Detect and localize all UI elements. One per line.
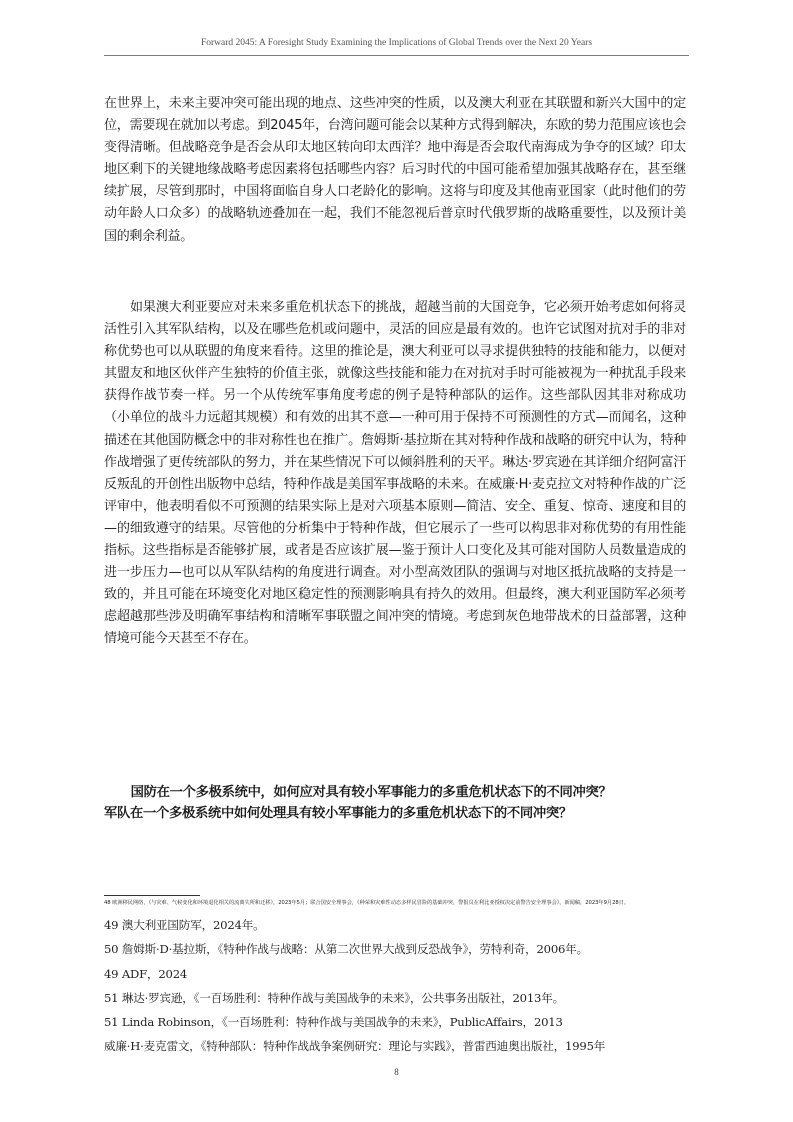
research-questions (104, 783, 689, 824)
footnote-item: 51 琳达·罗宾逊，《一百场胜利：特种作战与美国战争的未来》，公共事务出版社，2013年。 (104, 990, 565, 1005)
footnote-item: 威廉·H·麦克雷文，《特种部队：特种作战战争案例研究：理论与实践》，普雷西迪奥出版社，1995年 (104, 1039, 606, 1054)
body-paragraph-1: 在世界上，未来主要冲突可能出现的地点、这些冲突的性质，以及澳大利亚在其联盟和新兴大国中的定位，需要现在就加以考虑。到2045年，台湾问题可能会以某种方式得到解决，东欧的势力范围应该也会变得清晰。但战略竞争是否会从印太地区转向印太西洋？地中海是否会取代南海成为争夺的区域？印太地区剩下的关键地缘战略考虑因素将包括哪些内容？后习时代的中国可能希望加强其战略存在，甚至继续扩展，尽管到那时，中国将面临自身人口老龄化的影响。这将与印度及其他南亚国家（此时他们的劳动年龄人口众多）的战略轨迹叠加在一起，我们不能忽视后普京时代俄罗斯的战略重要性，以及预计美国的剩余利益。 (104, 96, 686, 244)
question-1: 国防在一个多极系统中，如何应对具有较小军事能力的多重危机状态下的不同冲突？ (130, 785, 612, 800)
footnote-item: 49 ADF，2024 (104, 966, 188, 981)
body-paragraph-2: 如果澳大利亚要应对未来多重危机状态下的挑战，超越当前的大国竞争，它必须开始考虑如何将灵活性引入其军队结构，以及在哪些危机或问题中，灵活的回应是最有效的。也许它试图对抗对手的非对称优势也可以从联盟的角度来看待。这里的推论是，澳大利亚可以寻求提供独特的技能和能力，以便对其盟友和地区伙伴产生独特的价值主张，就像这些技能和能力在对抗对手时可能被视为一种扰乱手段来获得作战节奏一样。另一个从传统军事角度考虑的例子是特种部队的运作。这些部队因其非对称成功（小单位的战斗力远超其规模）和有效的出其不意—一种可用于保持不可预测性的方式—而闻名，这种描述在其他国防概念中的非对称性也在推广。詹姆斯·基拉斯在其对特种作战和战略的研究中认为，特种作战增强了更传统部队的努力，并在某些情况下可以倾斜胜利的天平。琳达·罗宾逊在其详细介绍阿富汗反叛乱的开创性出版物中总结，特种作战是美国军事战略的未来。在威廉·H·麦克拉文对特种作战的广泛评审中，他表明看似不可预测的结果实际上是对六项基本原则—简洁、安全、重复、惊奇、速度和目的—的细致遵守的结果。尽管他的分析集中于特种作战，但它展示了一些可以构思非对称优势的有用性能指标。这些指标是否能够扩展，或者是否应该扩展—鉴于预计人口变化及其可能对国防人员数量造成的进一步压力—也可以从军队结构的角度进行调查。对小型高效团队的强调与对地区抵抗战略的支持是一致的，并且可能在环境变化对地区稳定性的预测影响具有持久的效用。但最终，澳大利亚国防军必须考虑超越那些涉及明确军事结构和清晰军事联盟之间冲突的情境。考虑到灰色地带战术的日益部署，这种情境可能今天甚至不存在。 (104, 300, 686, 647)
footnote-48: 48 欧洲移民网络，《与灾难、气候变化和环境退化相关的流离失所和迁移》，2023年5月；联合国安全理事会，《种荣和灾难性动态多样民冒险的基础冲突，警报员在利比亚授权决定前警告安全理事会》，新闻稿，2023年9月28日。 (104, 900, 630, 906)
footnote-item: 49 澳大利亚国防军，2024年。 (104, 918, 265, 932)
footnote-item: 51 Linda Robinson，《一百场胜利：特种作战与美国战争的未来》，PublicAffairs，2013 (104, 1015, 563, 1030)
footnote-divider (104, 895, 200, 896)
page-number: 8 (394, 1067, 399, 1077)
footnote-item: 50 詹姆斯·D·基拉斯，《特种作战与战略：从第二次世界大战到反恐战争》，劳特利奇，2006年。 (104, 942, 588, 957)
running-header: Forward 2045: A Foresight Study Examining the Implications of Global Trends over the Next 20 Years (200, 38, 593, 48)
question-2: 军队在一个多极系统中如何处理具有较小军事能力的多重危机状态下的不同冲突？ (104, 805, 572, 821)
header-divider (104, 55, 689, 56)
footnote-list (104, 913, 689, 1059)
